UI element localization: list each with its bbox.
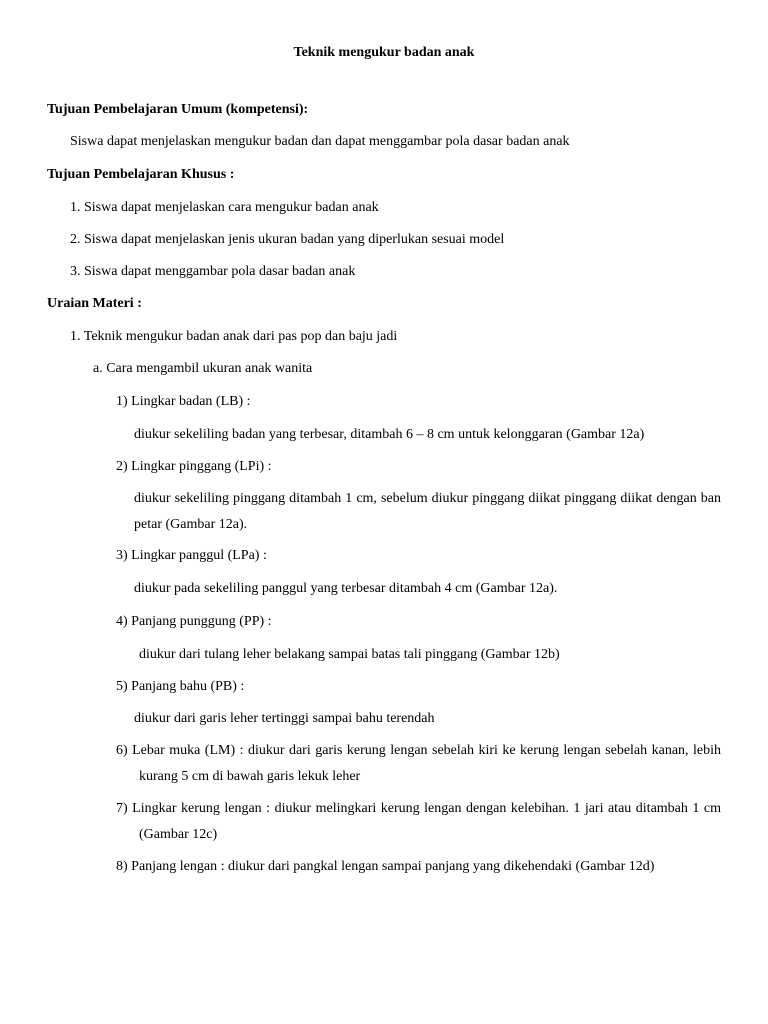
measure-item: 6) Lebar muka (LM) : diukur dari garis kerung lengan sebelah kiri ke kerung lengan sebelah kanan, lebih kurang 5 cm di bawah garis lekuk leher [116, 743, 721, 784]
page-title: Teknik mengukur badan anak [293, 45, 475, 60]
material-subitem: a. Cara mengambil ukuran anak wanita [93, 361, 313, 376]
measure-item: 8) Panjang lengan : diukur dari pangkal lengan sampai panjang yang dikehendaki (Gambar 12d) [116, 859, 655, 874]
material-heading: Uraian Materi : [47, 296, 142, 311]
measure-description: diukur pada sekeliling panggul yang terbesar ditambah 4 cm (Gambar 12a). [134, 581, 558, 596]
measure-label: 4) Panjang punggung (PP) : [116, 614, 272, 629]
specific-objective-heading: Tujuan Pembelajaran Khusus : [47, 167, 235, 182]
specific-objective-item: 3. Siswa dapat menggambar pola dasar badan anak [70, 264, 356, 279]
measure-label: 1) Lingkar badan (LB) : [116, 394, 251, 409]
measure-label: 3) Lingkar panggul (LPa) : [116, 548, 267, 563]
measure-description: diukur dari garis leher tertinggi sampai bahu terendah [134, 711, 435, 726]
general-objective-heading: Tujuan Pembelajaran Umum (kompetensi): [47, 102, 309, 117]
measure-description: diukur sekeliling pinggang ditambah 1 cm, sebelum diukur pinggang diikat pinggang diikat dengan ban petar (Gambar 12a). [134, 491, 721, 532]
specific-objective-item: 1. Siswa dapat menjelaskan cara mengukur badan anak [70, 200, 379, 215]
general-objective-text: Siswa dapat menjelaskan mengukur badan dan dapat menggambar pola dasar badan anak [70, 134, 570, 149]
measure-label: 5) Panjang bahu (PB) : [116, 679, 245, 694]
measure-label: 2) Lingkar pinggang (LPi) : [116, 459, 272, 474]
specific-objective-item: 2. Siswa dapat menjelaskan jenis ukuran badan yang diperlukan sesuai model [70, 232, 505, 247]
measure-description: diukur sekeliling badan yang terbesar, ditambah 6 – 8 cm untuk kelonggaran (Gambar 12a) [134, 427, 645, 442]
measure-description: diukur dari tulang leher belakang sampai batas tali pinggang (Gambar 12b) [139, 647, 560, 662]
material-item: 1. Teknik mengukur badan anak dari pas pop dan baju jadi [70, 329, 398, 344]
measure-item: 7) Lingkar kerung lengan : diukur melingkari kerung lengan dengan kelebihan. 1 jari atau ditambah 1 cm (Gambar 12c) [116, 801, 721, 842]
